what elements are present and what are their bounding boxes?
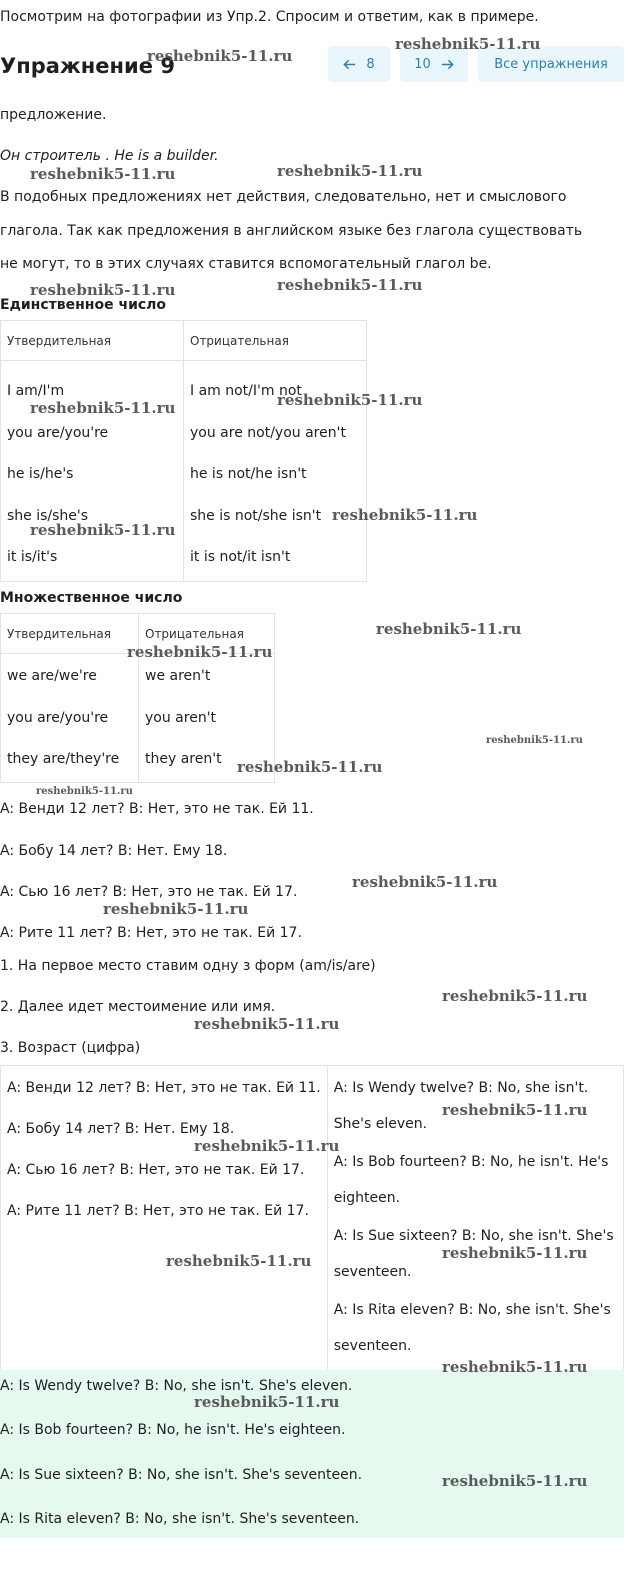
comparison-ru-cell: A: Венди 12 лет? B: Нет, это не так. Ей 11. A: Бобу 14 лет? B: Нет. Ему 18. A: Сью 16 лет? B: Нет, это не так. Ей 17. A: Рите 11 лет? B: Нет, это не так. Ей 17. (1, 1066, 328, 1371)
watermark: reshebnik5-11.ru (36, 786, 133, 797)
watermark: reshebnik5-11.ru (442, 1101, 588, 1119)
watermark: reshebnik5-11.ru (352, 873, 498, 891)
plural-negative-cell: we aren't you aren't they aren't (139, 654, 275, 783)
arrow-right-icon (441, 58, 454, 71)
explanation-line: не могут, то в этих случаях ставится вспомогательный глагол be. (0, 256, 492, 272)
watermark: reshebnik5-11.ru (166, 1252, 312, 1270)
watermark: reshebnik5-11.ru (442, 1472, 588, 1490)
dialog-ru: A: Сью 16 лет? B: Нет, это не так. Ей 17. (0, 884, 298, 900)
plural-col-negative: Отрицательная (139, 614, 275, 654)
watermark: reshebnik5-11.ru (486, 735, 583, 746)
watermark: reshebnik5-11.ru (376, 620, 522, 638)
explanation-line: глагола. Так как предложения в английском языке без глагола существовать (0, 223, 583, 239)
comparison-en-cell: A: Is Wendy twelve? B: No, she isn't. She's eleven. A: Is Bob fourteen? B: No, he isn't. He's eighteen. A: Is Sue sixteen? B: No, she isn't. She's seventeen. A: Is Rita eleven? B: No, she isn't. She's seventeen. (327, 1066, 623, 1371)
step-item: 1. На первое место ставим одну з форм (am/is/are) (0, 958, 376, 974)
watermark: reshebnik5-11.ru (30, 165, 176, 183)
plural-affirmative-cell: we are/we're you are/you're they are/they're (1, 654, 139, 783)
dialog-ru: A: Рите 11 лет? B: Нет, это не так. Ей 17. (0, 925, 302, 941)
watermark: reshebnik5-11.ru (127, 643, 273, 661)
plural-table (0, 613, 275, 783)
answer-line: A: Is Sue sixteen? B: No, she isn't. She's seventeen. (0, 1467, 363, 1483)
watermark: reshebnik5-11.ru (332, 506, 478, 524)
watermark: reshebnik5-11.ru (194, 1015, 340, 1033)
step-item: 3. Возраст (цифра) (0, 1040, 141, 1056)
dialog-ru: A: Бобу 14 лет? B: Нет. Ему 18. (0, 843, 228, 859)
intro-text: Посмотрим на фотографии из Упр.2. Спросим и ответим, как в примере. (0, 9, 539, 25)
singular-col-negative: Отрицательная (184, 321, 367, 361)
watermark: reshebnik5-11.ru (147, 47, 293, 65)
explanation-line: В подобных предложениях нет действия, следовательно, нет и смыслового (0, 189, 567, 205)
all-exercises-label: Все упражнения (494, 56, 608, 72)
singular-negative-cell: I am not/I'm not you are not/you aren't he is not/he isn't she is not/she isn't it is not/it isn't (184, 361, 367, 582)
watermark: reshebnik5-11.ru (30, 281, 176, 299)
answer-line: A: Is Rita eleven? B: No, she isn't. She's seventeen. (0, 1511, 360, 1527)
watermark: reshebnik5-11.ru (194, 1137, 340, 1155)
next-exercise-label: 10 (414, 56, 431, 72)
step-item: 2. Далее идет местоимение или имя. (0, 999, 276, 1015)
watermark: reshebnik5-11.ru (194, 1393, 340, 1411)
dialog-ru: A: Венди 12 лет? B: Нет, это не так. Ей 11. (0, 801, 314, 817)
plural-heading: Множественное число (0, 590, 183, 606)
watermark: reshebnik5-11.ru (442, 1358, 588, 1376)
watermark: reshebnik5-11.ru (277, 391, 423, 409)
plural-col-affirmative: Утвердительная (1, 614, 139, 654)
singular-table (0, 320, 367, 582)
arrow-left-icon (343, 58, 356, 71)
table-row (1, 654, 275, 783)
explanation-line: предложение. (0, 107, 107, 123)
watermark: reshebnik5-11.ru (237, 758, 383, 776)
singular-heading: Единственное число (0, 297, 167, 313)
watermark: reshebnik5-11.ru (277, 162, 423, 180)
watermark: reshebnik5-11.ru (442, 1244, 588, 1262)
answer-line: A: Is Wendy twelve? B: No, she isn't. She's eleven. (0, 1378, 353, 1394)
watermark: reshebnik5-11.ru (30, 399, 176, 417)
prev-exercise-label: 8 (366, 56, 375, 72)
watermark: reshebnik5-11.ru (103, 900, 249, 918)
page-title: Упражнение 9 (0, 54, 175, 78)
example-sentence: Он строитель . He is a builder. (0, 148, 219, 164)
watermark: reshebnik5-11.ru (395, 35, 541, 53)
watermark: reshebnik5-11.ru (30, 521, 176, 539)
singular-col-affirmative: Утвердительная (1, 321, 184, 361)
singular-affirmative-cell: I am/I'm you are/you're he is/he's she is/she's it is/it's (1, 361, 184, 582)
watermark: reshebnik5-11.ru (442, 987, 588, 1005)
prev-exercise-button[interactable] (328, 46, 390, 82)
watermark: reshebnik5-11.ru (277, 276, 423, 294)
answer-line: A: Is Bob fourteen? B: No, he isn't. He's eighteen. (0, 1422, 346, 1438)
